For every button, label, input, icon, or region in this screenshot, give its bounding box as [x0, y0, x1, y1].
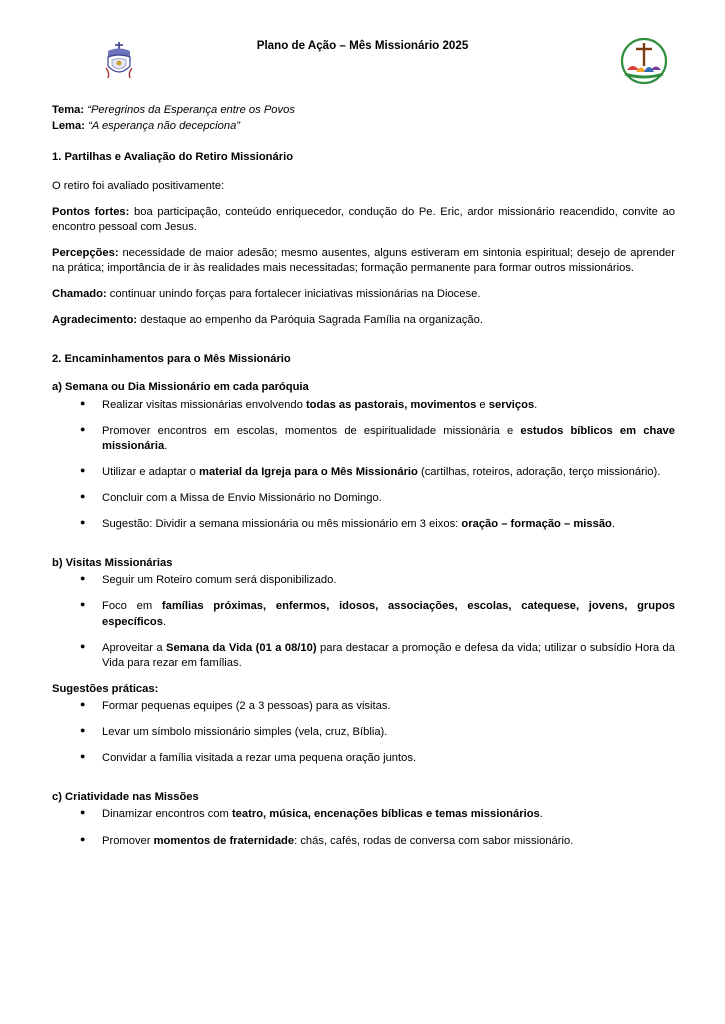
practical-suggestions-heading: Sugestões práticas:: [52, 682, 159, 695]
document-body: [46, 102, 679, 849]
spacer: [52, 339, 675, 352]
strong-points-paragraph: [52, 205, 675, 235]
call-text: continuar unindo forças para fortalecer iniciativas missionárias na Diocese.: [106, 288, 481, 301]
thanks-label: Agradecimento:: [52, 314, 138, 327]
document-header: [46, 30, 679, 88]
strong-points-label: Pontos fortes:: [52, 205, 130, 218]
motto-line: [52, 118, 675, 134]
retreat-intro: O retiro foi avaliado positivamente:: [52, 179, 225, 192]
list-item: ● Utilizar e adaptar o material da Igreja para o Mês Missionário (cartilhas, roteiros, adoração, terço missionário).: [80, 465, 675, 480]
spacer: [52, 543, 675, 556]
theme-value: “Peregrinos da Esperança entre os Povos: [87, 104, 295, 116]
list-item: ● Foco em famílias próximas, enfermos, idosos, associações, escolas, catequese, jovens, grupos específicos.: [80, 599, 675, 629]
subsection-b-heading: b) Visitas Missionárias: [52, 557, 173, 570]
theme-label: Tema:: [52, 104, 85, 116]
perceptions-text: necessidade de maior adesão; mesmo ausentes, alguns estiveram em sintonia espiritual; desejo de aprender na prática; importância de ir às realidades mais necessitadas; formação permanente para formar outros missionários.: [52, 246, 675, 275]
theme-block: [52, 102, 675, 134]
perceptions-paragraph: [52, 246, 675, 276]
list-item: ● Dinamizar encontros com teatro, música, encenações bíblicas e temas missionários.: [80, 807, 675, 822]
list-item: ● Sugestão: Dividir a semana missionária ou mês missionário em 3 eixos: oração – formação – missão.: [80, 517, 675, 532]
list-item: ● Realizar visitas missionárias envolvendo todas as pastorais, movimentos e serviços.: [80, 398, 675, 413]
list-item: ● Levar um símbolo missionário simples (vela, cruz, Bíblia).: [80, 725, 675, 740]
list-item: ● Formar pequenas equipes (2 a 3 pessoas) para as visitas.: [80, 699, 675, 714]
thanks-paragraph: [52, 313, 675, 328]
section-2-heading: 2. Encaminhamentos para o Mês Missionário: [52, 353, 291, 366]
missionary-month-logo: [619, 36, 669, 86]
subsection-b-list: [52, 573, 675, 671]
subsection-a-list: [52, 398, 675, 533]
perceptions-label: Percepções:: [52, 246, 119, 259]
call-paragraph: [52, 287, 675, 302]
motto-label: Lema:: [52, 120, 85, 133]
list-item: ● Seguir um Roteiro comum será disponibilizado.: [80, 573, 675, 588]
practical-suggestions-list: [52, 699, 675, 766]
thanks-text: destaque ao empenho da Paróquia Sagrada Família na organização.: [137, 314, 483, 327]
strong-points-text: boa participação, conteúdo enriquecedor, condução do Pe. Eric, ardor missionário reacendido, convite ao encontro pessoal com Jesus.: [52, 205, 675, 233]
spacer: [52, 777, 675, 790]
theme-line: [52, 102, 675, 118]
subsection-a-heading: a) Semana ou Dia Missionário em cada paróquia: [52, 381, 309, 394]
list-item: ● Promover momentos de fraternidade: chás, cafés, rodas de conversa com sabor missionário.: [80, 834, 675, 849]
page-title: Plano de Ação – Mês Missionário 2025: [256, 39, 469, 52]
list-item: ● Concluir com a Missa de Envio Missionário no Domingo.: [80, 491, 675, 506]
list-item: ● Promover encontros em escolas, momentos de espiritualidade missionária e estudos bíblicos em chave missionária.: [80, 424, 675, 454]
call-label: Chamado:: [52, 288, 107, 301]
section-1-heading: 1. Partilhas e Avaliação do Retiro Missionário: [52, 151, 294, 164]
subsection-c-heading: c) Criatividade nas Missões: [52, 791, 199, 804]
diocese-crest-logo: [96, 38, 142, 84]
list-item: ● Aproveitar a Semana da Vida (01 a 08/10) para destacar a promoção e defesa da vida; utilizar o subsídio Hora da Vida para rezar em famílias.: [80, 641, 675, 671]
motto-value: “A esperança não decepciona”: [88, 120, 241, 133]
subsection-c-list: [52, 807, 675, 848]
list-item: ● Convidar a família visitada a rezar uma pequena oração juntos.: [80, 751, 675, 766]
